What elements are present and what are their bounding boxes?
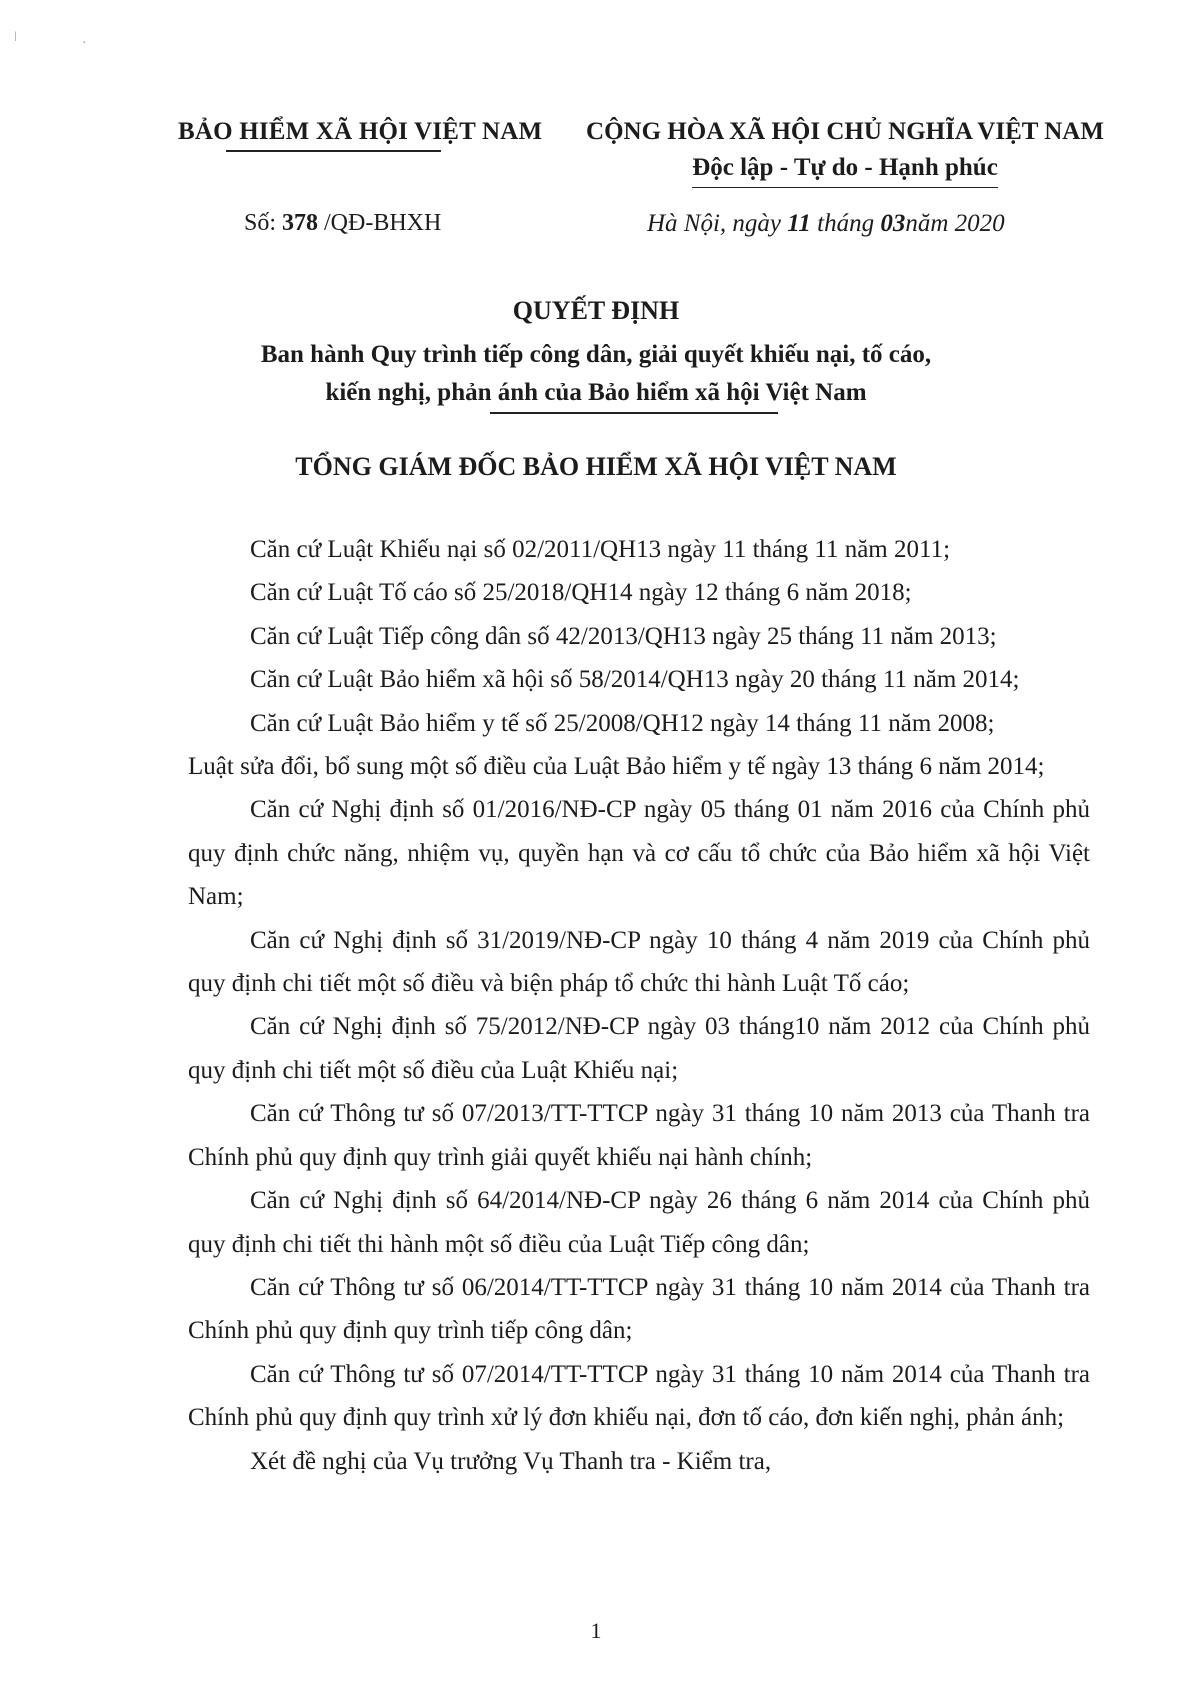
document-number: Số: 378 /QĐ-BHXH <box>244 210 442 236</box>
proposal-paragraph: Xét đề nghị của Vụ trưởng Vụ Thanh tra - Kiểm tra, <box>250 1447 772 1475</box>
legal-basis-paragraph: Căn cứ Nghị định số 75/2012/NĐ-CP ngày 03 tháng10 năm 2012 của Chính phủ quy định chi tiết một số điều của Luật Khiếu nại; <box>188 1013 1090 1084</box>
day-value: 11 <box>787 210 811 237</box>
agency-name: BẢO HIỂM XÃ HỘI VIỆT NAM <box>178 118 543 145</box>
legal-basis-paragraph: Căn cứ Thông tư số 07/2013/TT-TTCP ngày 31 tháng 10 năm 2013 của Thanh tra Chính phủ quy định quy trình giải quyết khiếu nại hành chính; <box>188 1100 1090 1171</box>
motto-underline <box>692 187 998 189</box>
legal-basis-paragraph: Căn cứ Thông tư số 07/2014/TT-TTCP ngày 31 tháng 10 năm 2014 của Thanh tra Chính phủ quy định quy trình xử lý đơn khiếu nại, đơn tố cáo, đơn kiến nghị, phản ánh; <box>188 1360 1090 1432</box>
legal-basis-paragraph: Căn cứ Thông tư số 06/2014/TT-TTCP ngày 31 tháng 10 năm 2014 của Thanh tra Chính phủ quy định quy trình tiếp công dân; <box>188 1273 1090 1345</box>
legal-basis-paragraph: Căn cứ Luật Tiếp công dân số 42/2013/QH13 ngày 25 tháng 11 năm 2013; <box>250 622 997 650</box>
document-subtitle <box>0 336 1192 412</box>
motto: Độc lập - Tự do - Hạnh phúc <box>692 154 998 182</box>
page-number: 1 <box>590 1618 602 1643</box>
agency-underline <box>226 150 441 152</box>
issue-date: Hà Nội, ngày 11 tháng 03năm 2020 <box>647 210 1005 237</box>
legal-basis-paragraph: Căn cứ Luật Tố cáo số 25/2018/QH14 ngày 12 tháng 6 năm 2018; <box>250 579 912 607</box>
subtitle-underline <box>490 412 778 414</box>
country-name: CỘNG HÒA XÃ HỘI CHỦ NGHĨA VIỆT NAM <box>586 118 1104 145</box>
legal-basis-paragraph: Luật sửa đổi, bổ sung một số điều của Luật Bảo hiểm y tế ngày 13 tháng 6 năm 2014; <box>188 753 1045 781</box>
legal-basis-paragraph: Căn cứ Nghị định số 31/2019/NĐ-CP ngày 10 tháng 4 năm 2019 của Chính phủ quy định chi tiết một số điều và biện pháp tổ chức thi hành Luật Tố cáo; <box>188 926 1090 998</box>
national-header <box>585 118 1105 182</box>
subtitle-line-2: kiến nghị, phản ánh của Bảo hiểm xã hội Việt Nam <box>325 379 867 406</box>
scan-artifact: · <box>82 36 87 51</box>
agency-header <box>178 118 542 146</box>
number-value: 378 <box>282 210 319 236</box>
scan-artifact: ǀ <box>14 30 17 45</box>
legal-basis-paragraph: Căn cứ Nghị định số 64/2014/NĐ-CP ngày 26 tháng 6 năm 2014 của Chính phủ quy định chi tiết thi hành một số điều của Luật Tiếp công dân; <box>188 1187 1090 1258</box>
legal-basis-paragraph: Căn cứ Luật Khiếu nại số 02/2011/QH13 ngày 11 tháng 11 năm 2011; <box>250 536 951 563</box>
month-value: 03 <box>880 210 906 237</box>
legal-basis-paragraph: Căn cứ Luật Bảo hiểm xã hội số 58/2014/QH13 ngày 20 tháng 11 năm 2014; <box>250 666 1020 694</box>
issuer-title: TỔNG GIÁM ĐỐC BẢO HIỂM XÃ HỘI VIỆT NAM <box>295 452 897 481</box>
document-body <box>188 528 1090 1483</box>
document-title: QUYẾT ĐỊNH <box>512 296 680 325</box>
subtitle-line-1: Ban hành Quy trình tiếp công dân, giải quyết khiếu nại, tố cáo, <box>260 341 932 368</box>
legal-basis-paragraph: Căn cứ Luật Bảo hiểm y tế số 25/2008/QH12 ngày 14 tháng 11 năm 2008; <box>250 709 995 737</box>
legal-basis-paragraph: Căn cứ Nghị định số 01/2016/NĐ-CP ngày 05 tháng 01 năm 2016 của Chính phủ quy định chức năng, nhiệm vụ, quyền hạn và cơ cấu tổ chức của Bảo hiểm xã hội Việt Nam; <box>188 796 1090 911</box>
